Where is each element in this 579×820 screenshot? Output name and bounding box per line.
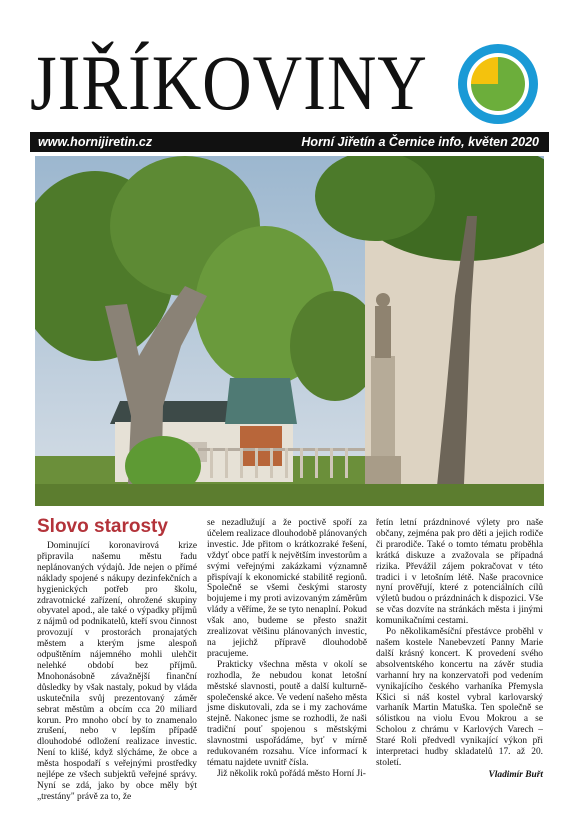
info-bar — [30, 132, 549, 152]
town-square-photo — [35, 156, 544, 506]
article-paragraph: Po několikaměsíční přestávce proběhl v našem kostele Nanebevzetí Panny Marie další krásný koncert. K provedení svého absolventského koncertu na závěr studia varhanní hry na konzervatoři pod vedením vynikajícího českého varhaníka Přemysla Kšici si náš kostel vybral karlovarský varhaník Martin Matuška. Ten společně se sólistkou na violu Evou Mokrou a se Scholou z chrámu v Karlových Varech – Staré Roli předvedl vynikající výkon při interpretaci hudby skladatelů 17. až 20. století. — [376, 627, 543, 768]
article-paragraph: Dominující koronavirová krize připravila našemu městu řadu neplánovaných výdajů. Jde nejen o přímé náklady spojené s nákupy dezinfekčních a hygienických potřeb pro školu, zdravotnické zařízení, ohrožené skupiny obyvatel apod., ale také o výpadky příjmů z nájmů od podnikatelů, kteří svou činnost provozují v prostorách pronajatých městem a kterým jsme alespoň odpuštěním nájemného mohli ulehčit nelehké období bez příjmů. Mnohonásobně závažnější finanční důsledky by však nastaly, pokud by vláda uskutečnila svůj prezentovaný záměr sebrat městům a obcím cca 20 miliard korun. Pro mnoho obcí by to znamenalo zrušení, nebo v lepším případě dlouhodobé odložení realizace investic. Není to klišé, když slýcháme, že obce a města hospodaří s veřejnými prostředky nejlépe ze všech subjektů veřejné správy. Nyní se zdá, jako by obce měly být „trestány" právě za to, že — [37, 541, 197, 802]
newsletter-logo-icon — [454, 40, 542, 128]
photo-illustration-icon — [35, 156, 544, 506]
masthead — [30, 36, 550, 132]
article-title: Slovo starosty — [37, 516, 168, 537]
article-column-3 — [376, 518, 543, 790]
article-paragraph: Již několik roků pořádá město Horní Ji- — [217, 768, 366, 779]
article-paragraph: řetín letní prázdninové výlety pro naše občany, zejména pak pro děti a jejich rodiče či prarodiče. Také o tomto tématu proběhla krátká diskuze a zvažovala se případná rizika. Převážil zájem pokračovat v této tradici i v letošním létě. Naše pracovnice nyní prověřují, které z potenciálních cílů výletů budou o prázdninách k dispozici. Vše se včas dozvíte na stránkách města i jinými komunikačními cestami. — [376, 518, 543, 627]
newsletter-title: JIŘÍKOVINY — [30, 39, 428, 126]
article-column-2 — [207, 518, 367, 790]
issue-label: Horní Jiřetín a Černice info, květen 2020 — [301, 135, 539, 149]
article-paragraph: se nezadlužují a že poctivě spoří za účelem realizace dlouhodobě plánovaných investic. Jde přitom o krátkozraké řešení, vždyť obce patří k největším investorům a svými veřejnými zakázkami významně přispívají k ekonomické stabilitě regionů. Společně se všemi českými starosty bojujeme i my proti avizovaným záměrům vlády a věříme, že se tyto nenaplní. Pokud však ano, budeme se přesto snažit zrealizovat většinu plánovaných investic, na jejichž přípravě dlouhodobě pracujeme. — [207, 518, 367, 659]
article-paragraph: Prakticky všechna města v okolí se rozhodla, že nebudou konat letošní městské slavnosti, poutě a další kulturně-společenské akce. Ve vedení našeho města jsme diskutovali, zda se i my zachováme stejně. Nakonec jsme se rozhodli, že naši tradiční pouť spojenou s městskými slavnostmi uspořádáme, byť v mírně redukovaném rozsahu. Více informací k tématu najdete uvnitř čísla. — [207, 659, 367, 768]
article-column-1 — [37, 541, 197, 802]
website-link[interactable]: www.hornijiretin.cz — [38, 135, 153, 149]
article-signature: Vladimír Buřt — [488, 769, 543, 780]
